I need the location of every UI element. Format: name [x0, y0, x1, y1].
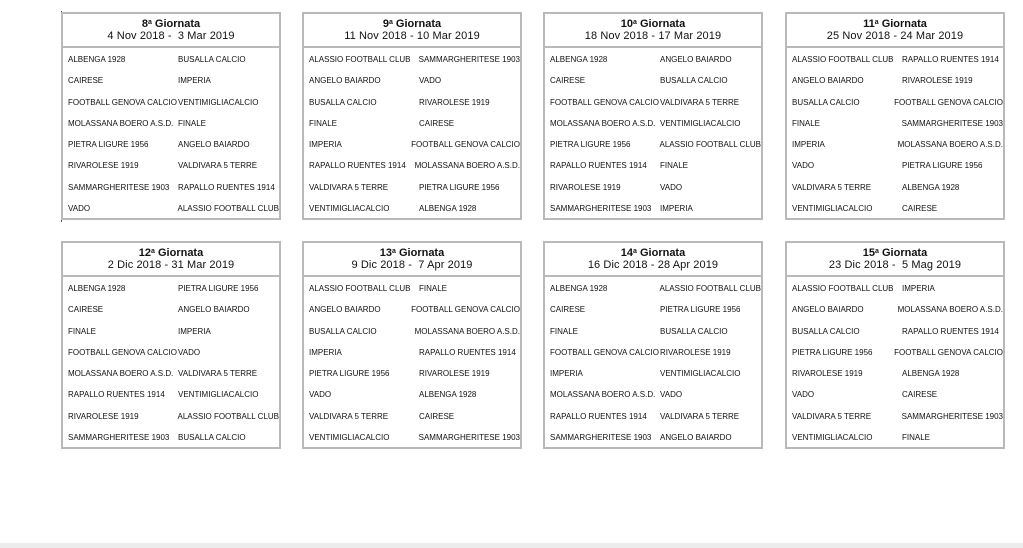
away-team: VADO: [660, 390, 683, 400]
match-row: [63, 76, 279, 97]
round-label: Giornata: [881, 18, 927, 30]
home-team: ALASSIO FOOTBALL CLUB: [792, 284, 894, 293]
away-team: IMPERIA: [178, 326, 211, 336]
home-team: IMPERIA: [792, 140, 825, 150]
match-row: [787, 390, 1003, 411]
round-header: [787, 14, 1003, 48]
match-row: [304, 284, 520, 305]
away-team: BUSALLA CALCIO: [660, 76, 728, 86]
home-team: BUSALLA CALCIO: [792, 326, 860, 336]
away-team: VALDIVARA 5 TERRE: [178, 161, 258, 171]
away-team: RIVAROLESE 1919: [902, 76, 973, 86]
away-team: CAIRESE: [419, 411, 455, 421]
home-team: FOOTBALL GENOVA CALCIO: [550, 97, 659, 107]
away-team: ALASSIO FOOTBALL CLUB: [659, 284, 761, 293]
round-card: [61, 12, 281, 220]
match-list: [63, 277, 279, 454]
round-label: Giornata: [639, 18, 686, 30]
match-row: [787, 119, 1003, 140]
round-label: Giornata: [881, 247, 928, 259]
round-ordinal-suffix: a: [633, 19, 637, 26]
match-row: [545, 433, 761, 454]
round-label: Giornata: [154, 18, 201, 30]
match-row: [545, 98, 761, 119]
home-team: IMPERIA: [550, 369, 583, 379]
round-header: [304, 14, 520, 48]
home-team: PIETRA LIGURE 1956: [68, 140, 149, 150]
round-title: [63, 18, 279, 30]
match-row: [304, 305, 520, 326]
away-team: FINALE: [660, 161, 689, 171]
round-title: [304, 18, 520, 30]
home-team: BUSALLA CALCIO: [792, 97, 860, 107]
away-team: RIVAROLESE 1919: [419, 369, 490, 379]
round-dates: 23 Dic 2018 - 5 Mag 2019: [828, 259, 962, 271]
round-label: Giornata: [398, 247, 445, 259]
match-row: [304, 433, 520, 454]
home-team: VENTIMIGLIACALCIO: [309, 204, 390, 214]
away-team: VADO: [178, 347, 201, 357]
home-team: ANGELO BAIARDO: [792, 305, 864, 315]
match-row: [304, 369, 520, 390]
home-team: FINALE: [68, 326, 97, 336]
home-team: PIETRA LIGURE 1956: [550, 140, 631, 150]
home-team: CAIRESE: [550, 305, 586, 315]
away-team: VADO: [660, 182, 683, 192]
away-team: CAIRESE: [902, 204, 938, 214]
match-row: [304, 327, 520, 348]
away-team: IMPERIA: [902, 284, 935, 293]
match-row: [304, 412, 520, 433]
round-dates: 11 Nov 2018 - 10 Mar 2019: [344, 30, 480, 42]
home-team: RIVAROLESE 1919: [68, 411, 139, 421]
home-team: ALBENGA 1928: [68, 55, 126, 64]
match-row: [787, 76, 1003, 97]
match-row: [63, 305, 279, 326]
round-title: [545, 247, 761, 259]
match-row: [304, 390, 520, 411]
home-team: FOOTBALL GENOVA CALCIO: [550, 347, 659, 357]
match-row: [787, 284, 1003, 305]
match-row: [545, 140, 761, 161]
away-team: RIVAROLESE 1919: [660, 347, 731, 357]
round-number: 14: [620, 247, 634, 259]
home-team: CAIRESE: [68, 305, 104, 315]
away-team: PIETRA LIGURE 1956: [902, 161, 983, 171]
away-team: BUSALLA CALCIO: [178, 55, 246, 64]
away-team: VALDIVARA 5 TERRE: [178, 369, 258, 379]
match-row: [63, 284, 279, 305]
round-number: 10: [620, 18, 634, 30]
home-team: BUSALLA CALCIO: [309, 326, 377, 336]
match-row: [545, 369, 761, 390]
round-header: [787, 243, 1003, 277]
away-team: VALDIVARA 5 TERRE: [660, 97, 740, 107]
round-label: Giornata: [639, 247, 686, 259]
round-label: Giornata: [395, 18, 442, 30]
match-row: [787, 327, 1003, 348]
away-team: VENTIMIGLIACALCIO: [178, 97, 259, 107]
away-team: MOLASSANA BOERO A.S.D.: [897, 140, 1003, 150]
match-row: [787, 98, 1003, 119]
round-ordinal-suffix: a: [875, 248, 879, 255]
home-team: SAMMARGHERITESE 1903: [68, 433, 170, 443]
round-number: 15: [862, 247, 876, 259]
match-row: [787, 305, 1003, 326]
home-team: ANGELO BAIARDO: [309, 76, 381, 86]
match-row: [304, 204, 520, 225]
home-team: BUSALLA CALCIO: [309, 97, 377, 107]
home-team: VALDIVARA 5 TERRE: [309, 182, 389, 192]
round-title: [545, 18, 761, 30]
home-team: FINALE: [309, 118, 338, 128]
home-team: PIETRA LIGURE 1956: [792, 347, 873, 357]
match-row: [545, 119, 761, 140]
round-dates: 25 Nov 2018 - 24 Mar 2019: [826, 30, 964, 42]
match-row: [304, 119, 520, 140]
match-list: [545, 48, 761, 225]
home-team: ANGELO BAIARDO: [792, 76, 864, 86]
home-team: FOOTBALL GENOVA CALCIO: [68, 97, 177, 107]
home-team: RAPALLO RUENTES 1914: [550, 161, 647, 171]
match-row: [787, 204, 1003, 225]
home-team: IMPERIA: [309, 347, 342, 357]
match-row: [787, 348, 1003, 369]
match-row: [304, 55, 520, 76]
round-title: [63, 247, 279, 259]
away-team: MOLASSANA BOERO A.S.D.: [414, 326, 520, 336]
away-team: ALBENGA 1928: [419, 204, 477, 214]
home-team: SAMMARGHERITESE 1903: [550, 433, 652, 443]
match-row: [787, 433, 1003, 454]
match-row: [63, 433, 279, 454]
round-label: Giornata: [157, 247, 204, 259]
away-team: ALBENGA 1928: [419, 390, 477, 400]
match-row: [787, 369, 1003, 390]
match-list: [304, 48, 520, 225]
away-team: BUSALLA CALCIO: [178, 433, 246, 443]
away-team: SAMMARGHERITESE 1903: [901, 411, 1003, 421]
away-team: VENTIMIGLIACALCIO: [660, 118, 741, 128]
away-team: FINALE: [419, 284, 448, 293]
match-row: [63, 348, 279, 369]
home-team: SAMMARGHERITESE 1903: [550, 204, 652, 214]
round-ordinal-suffix: a: [633, 248, 637, 255]
away-team: PIETRA LIGURE 1956: [178, 284, 259, 293]
home-team: CAIRESE: [550, 76, 586, 86]
round-ordinal-suffix: a: [388, 19, 393, 26]
away-team: MOLASSANA BOERO A.S.D.: [414, 161, 520, 171]
home-team: FINALE: [550, 326, 579, 336]
round-ordinal-suffix: a: [392, 248, 396, 255]
round-ordinal-suffix: a: [151, 248, 155, 255]
match-row: [63, 55, 279, 76]
round-card: [785, 12, 1005, 220]
home-team: ALBENGA 1928: [550, 284, 608, 293]
away-team: ALASSIO FOOTBALL CLUB: [659, 140, 761, 150]
match-row: [787, 140, 1003, 161]
home-team: IMPERIA: [309, 140, 342, 150]
round-title: [787, 247, 1003, 259]
home-team: ALASSIO FOOTBALL CLUB: [309, 284, 411, 293]
home-team: VADO: [792, 390, 815, 400]
match-row: [63, 327, 279, 348]
match-row: [63, 140, 279, 161]
match-row: [545, 161, 761, 182]
match-row: [545, 327, 761, 348]
match-row: [545, 76, 761, 97]
away-team: RIVAROLESE 1919: [419, 97, 490, 107]
match-list: [787, 48, 1003, 225]
home-team: CAIRESE: [68, 76, 104, 86]
match-row: [304, 76, 520, 97]
round-dates: 18 Nov 2018 - 17 Mar 2019: [584, 30, 722, 42]
away-team: ANGELO BAIARDO: [660, 55, 732, 64]
match-row: [787, 412, 1003, 433]
round-title: [304, 247, 520, 259]
match-row: [545, 204, 761, 225]
home-team: FINALE: [792, 118, 821, 128]
match-row: [545, 183, 761, 204]
home-team: ALASSIO FOOTBALL CLUB: [792, 55, 894, 64]
round-dates: 4 Nov 2018 - 3 Mar 2019: [107, 30, 235, 42]
home-team: RIVAROLESE 1919: [550, 182, 621, 192]
away-team: RAPALLO RUENTES 1914: [419, 347, 516, 357]
match-row: [787, 55, 1003, 76]
home-team: RIVAROLESE 1919: [792, 369, 863, 379]
home-team: FOOTBALL GENOVA CALCIO: [68, 347, 177, 357]
match-row: [63, 204, 279, 225]
match-row: [63, 412, 279, 433]
round-card: [302, 241, 522, 449]
round-header: [545, 14, 761, 48]
away-team: BUSALLA CALCIO: [660, 326, 728, 336]
home-team: MOLASSANA BOERO A.S.D.: [550, 390, 656, 400]
home-team: VENTIMIGLIACALCIO: [792, 204, 873, 214]
home-team: VENTIMIGLIACALCIO: [309, 433, 390, 443]
match-list: [63, 48, 279, 225]
away-team: IMPERIA: [178, 76, 211, 86]
match-row: [545, 390, 761, 411]
match-row: [63, 390, 279, 411]
home-team: VALDIVARA 5 TERRE: [792, 182, 872, 192]
page-bottom-strip: [0, 543, 1023, 548]
match-row: [545, 284, 761, 305]
home-team: VADO: [309, 390, 332, 400]
home-team: VALDIVARA 5 TERRE: [309, 411, 389, 421]
away-team: ALASSIO FOOTBALL CLUB: [177, 411, 279, 421]
home-team: RIVAROLESE 1919: [68, 161, 139, 171]
home-team: MOLASSANA BOERO A.S.D.: [68, 369, 174, 379]
home-team: VADO: [68, 204, 91, 214]
away-team: RAPALLO RUENTES 1914: [902, 55, 999, 64]
away-team: FOOTBALL GENOVA CALCIO: [894, 97, 1003, 107]
match-list: [545, 277, 761, 454]
away-team: ANGELO BAIARDO: [178, 140, 250, 150]
match-row: [545, 55, 761, 76]
away-team: IMPERIA: [660, 204, 693, 214]
away-team: ANGELO BAIARDO: [178, 305, 250, 315]
away-team: SAMMARGHERITESE 1903: [901, 118, 1003, 128]
round-dates: 9 Dic 2018 - 7 Apr 2019: [351, 259, 473, 271]
match-row: [63, 183, 279, 204]
round-header: [63, 14, 279, 48]
round-header: [304, 243, 520, 277]
round-number: 11: [863, 18, 875, 30]
away-team: FOOTBALL GENOVA CALCIO: [411, 305, 520, 315]
match-row: [787, 183, 1003, 204]
away-team: RAPALLO RUENTES 1914: [178, 182, 275, 192]
round-number: 12: [138, 247, 152, 259]
home-team: RAPALLO RUENTES 1914: [309, 161, 406, 171]
round-ordinal-suffix: a: [147, 19, 152, 26]
away-team: FOOTBALL GENOVA CALCIO: [894, 347, 1003, 357]
round-dates: 2 Dic 2018 - 31 Mar 2019: [107, 259, 235, 271]
match-row: [63, 161, 279, 182]
home-team: RAPALLO RUENTES 1914: [550, 411, 647, 421]
match-list: [787, 277, 1003, 454]
match-list: [304, 277, 520, 454]
away-team: PIETRA LIGURE 1956: [660, 305, 741, 315]
away-team: VENTIMIGLIACALCIO: [660, 369, 741, 379]
round-title: [787, 18, 1003, 30]
away-team: VADO: [419, 76, 442, 86]
match-row: [545, 305, 761, 326]
away-team: SAMMARGHERITESE 1903: [418, 55, 520, 64]
home-team: RAPALLO RUENTES 1914: [68, 390, 165, 400]
round-number: 13: [379, 247, 393, 259]
away-team: ALASSIO FOOTBALL CLUB: [177, 204, 279, 214]
away-team: PIETRA LIGURE 1956: [419, 182, 500, 192]
away-team: CAIRESE: [902, 390, 938, 400]
round-number: 9: [382, 18, 389, 30]
away-team: VALDIVARA 5 TERRE: [660, 411, 740, 421]
away-team: ALBENGA 1928: [902, 182, 960, 192]
away-team: MOLASSANA BOERO A.S.D.: [897, 305, 1003, 315]
round-card: [543, 12, 763, 220]
home-team: VADO: [792, 161, 815, 171]
match-row: [63, 119, 279, 140]
home-team: MOLASSANA BOERO A.S.D.: [68, 118, 174, 128]
away-team: FOOTBALL GENOVA CALCIO: [411, 140, 520, 150]
match-row: [304, 140, 520, 161]
away-team: ALBENGA 1928: [902, 369, 960, 379]
match-row: [304, 183, 520, 204]
match-row: [545, 412, 761, 433]
home-team: ANGELO BAIARDO: [309, 305, 381, 315]
round-card: [543, 241, 763, 449]
match-row: [545, 348, 761, 369]
round-number: 8: [141, 18, 148, 30]
away-team: FINALE: [178, 118, 207, 128]
match-row: [63, 98, 279, 119]
round-card: [61, 241, 281, 449]
home-team: ALBENGA 1928: [550, 55, 608, 64]
round-card: [785, 241, 1005, 449]
away-team: SAMMARGHERITESE 1903: [418, 433, 520, 443]
match-row: [304, 98, 520, 119]
home-team: MOLASSANA BOERO A.S.D.: [550, 118, 656, 128]
home-team: ALBENGA 1928: [68, 284, 126, 293]
away-team: RAPALLO RUENTES 1914: [902, 326, 999, 336]
home-team: VALDIVARA 5 TERRE: [792, 411, 872, 421]
home-team: ALASSIO FOOTBALL CLUB: [309, 55, 411, 64]
away-team: VENTIMIGLIACALCIO: [178, 390, 259, 400]
home-team: VENTIMIGLIACALCIO: [792, 433, 873, 443]
home-team: SAMMARGHERITESE 1903: [68, 182, 170, 192]
round-header: [545, 243, 761, 277]
round-dates: 16 Dic 2018 - 28 Apr 2019: [587, 259, 719, 271]
away-team: ANGELO BAIARDO: [660, 433, 732, 443]
match-row: [304, 161, 520, 182]
home-team: PIETRA LIGURE 1956: [309, 369, 390, 379]
round-header: [63, 243, 279, 277]
away-team: FINALE: [902, 433, 931, 443]
round-ordinal-suffix: a: [874, 19, 879, 26]
match-row: [787, 161, 1003, 182]
round-card: [302, 12, 522, 220]
match-row: [304, 348, 520, 369]
away-team: CAIRESE: [419, 118, 455, 128]
match-row: [63, 369, 279, 390]
